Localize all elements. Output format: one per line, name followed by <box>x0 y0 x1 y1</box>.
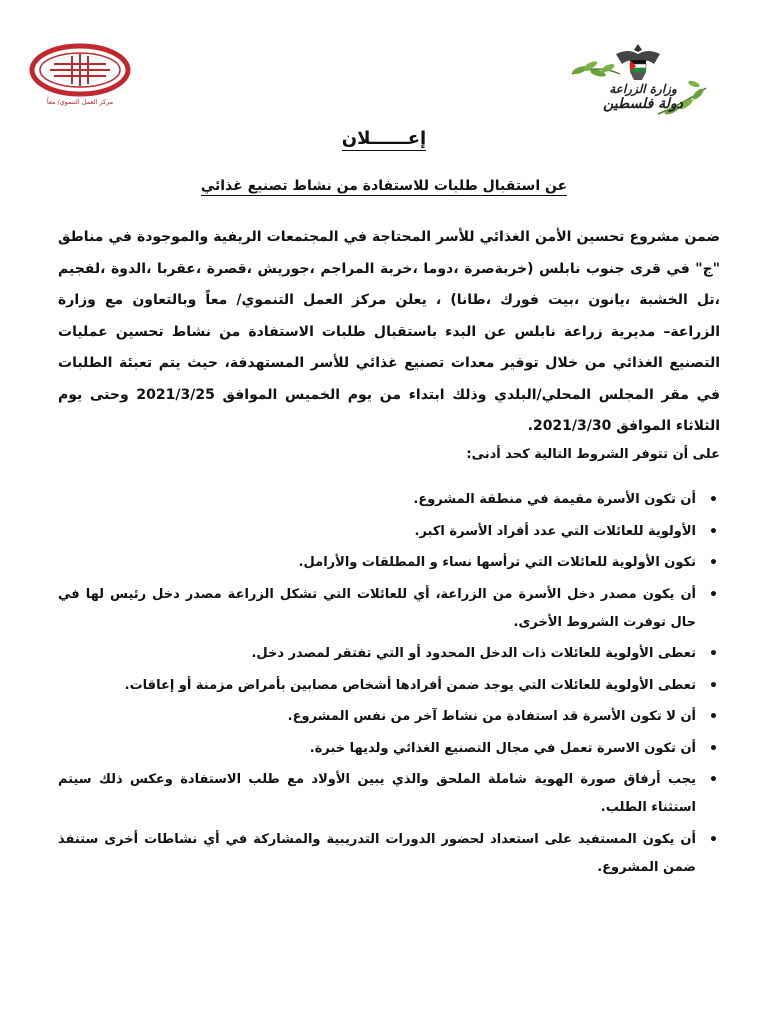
list-item: • أن تكون الاسرة تعمل في مجال التصنيع الغذائي ولديها خبرة. <box>58 735 720 763</box>
title-text: إعــــــلان <box>341 128 427 149</box>
list-item: • أن يكون مصدر دخل الأسرة من الزراعة، أي للعائلات التي تشكل الزراعة مصدر دخل رئيس لها في حال توفرت الشروط الأخرى. <box>58 581 720 637</box>
list-item: • تكون الأولوية للعائلات التي ترأسها نساء و المطلقات والأرامل. <box>58 549 720 577</box>
center-caption: مركز العمل التنموي/ معاً <box>46 98 114 106</box>
list-item: • أن يكون المستفيد على استعداد لحضور الدورات التدريبية والمشاركة في أي نشاطات أخرى ستنفذ ضمن المشروع. <box>58 826 720 882</box>
page-title <box>0 128 768 151</box>
list-item: • يجب أرفاق صورة الهوية شاملة الملحق والذي يبين الأولاد مع طلب الاستفادة وعكس ذلك سيتم استثناء الطلب. <box>58 766 720 822</box>
list-item: • الأولوية للعائلات التي عدد أفراد الأسرة اكبر. <box>58 518 720 546</box>
ministry-name <box>588 82 698 112</box>
palestine-eagle-emblem-icon <box>616 44 660 80</box>
list-item: • أن تكون الأسرة مقيمة في منطقة المشروع. <box>58 486 720 514</box>
ministry-line-1: وزارة الزراعة <box>609 82 677 96</box>
list-item: • تعطى الأولوية للعائلات ذات الدخل المحدود أو التي تفتقر لمصدر دخل. <box>58 640 720 668</box>
list-item: • أن لا تكون الأسرة قد استفادة من نشاط آخر من نفس المشروع. <box>58 703 720 731</box>
ministry-line-2: دولة فلسطين <box>603 96 683 112</box>
page-subtitle <box>0 178 768 196</box>
conditions-intro: على أن تتوفر الشروط التالية كحد أدنى: <box>466 447 720 462</box>
subtitle-text: عن استقبال طلبات للاستفادة من نشاط تصنيع غذائي <box>200 178 568 194</box>
list-item: • تعطى الأولوية للعائلات التي يوجد ضمن أفرادها أشخاص مصابين بأمراض مزمنة أو إعاقات. <box>58 672 720 700</box>
conditions-list <box>58 486 720 885</box>
body-paragraph: ضمن مشروع تحسين الأمن الغذائي للأسر المحتاجة في المجتمعات الريفية والموجودة في مناطق "ج" في قرى جنوب نابلس (خربةصرة ،دوما ،خربة المراجم ،جوريش ،قصرة ،عقربا ،الدوة ،لفجيم ،تل الخشبة ،يانون ،بيت فورك ،طانا) ، يعلن مركز العمل التنموي/ معاً وبالتعاون مع وزارة الزراعة– مديرية زراعة نابلس عن البدء باستقبال طلبات الاستفادة من نشاط تحسين عمليات التصنيع الغذائي من خلال توفير معدات تصنيع غذائي للأسر المستهدفة، حيث يتم تعبئة الطلبات في مقر المجلس المحلي/البلدي وذلك ابتداء من يوم الخميس الموافق 2021/3/25 وحتى يوم الثلاثاء الموافق 2021/3/30. <box>58 229 721 434</box>
wheat-logo-icon <box>50 54 110 86</box>
